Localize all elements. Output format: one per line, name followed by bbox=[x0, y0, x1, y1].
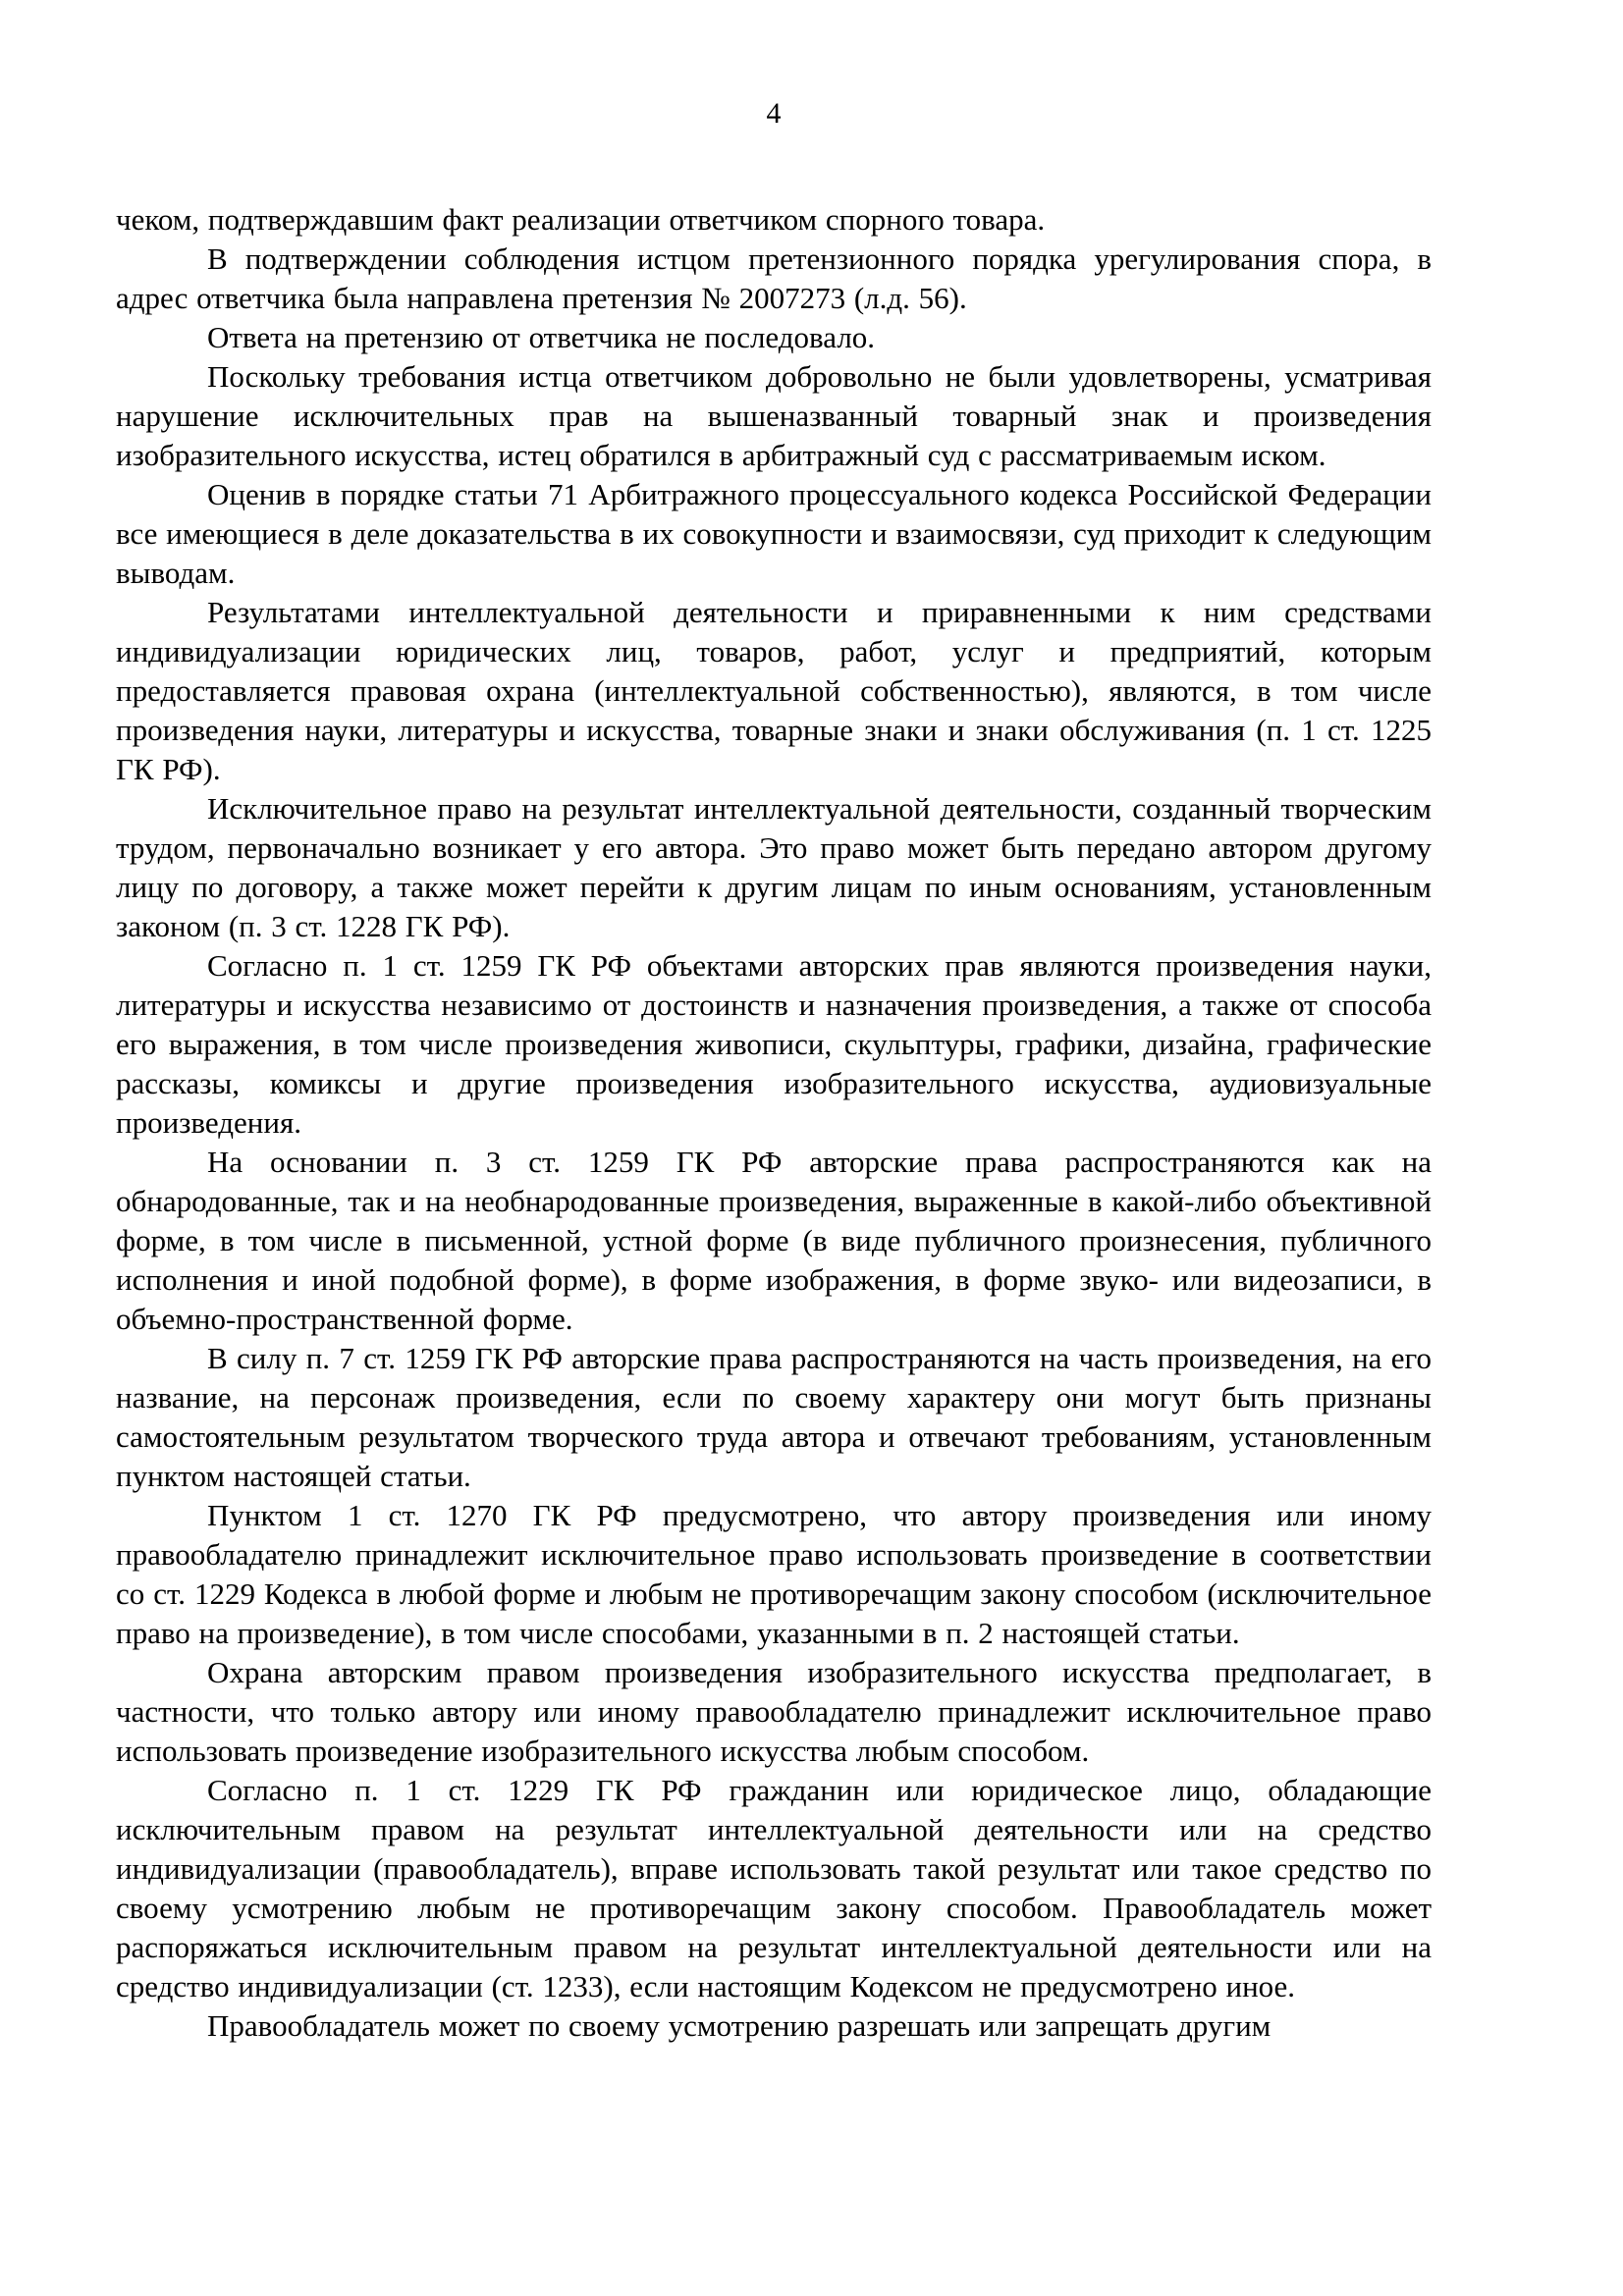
paragraph: Ответа на претензию от ответчика не последовало. bbox=[207, 320, 876, 354]
page-content bbox=[116, 96, 1432, 2046]
paragraph: В подтверждении соблюдения истцом претензионного порядка урегулирования спора, в адрес ответчика была направлена претензия № 2007273 (л.д. 56). bbox=[116, 241, 1432, 315]
paragraph: На основании п. 3 ст. 1259 ГК РФ авторские права распространяются как на обнародованные, так и на необнародованные произведения, выраженные в какой-либо объективной форме, в том числе в письменной, устной форме (в виде публичного произнесения, публичного исполнения и иной подобной форме), в форме изображения, в форме звуко- или видеозаписи, в объемно-пространственной форме. bbox=[116, 1145, 1432, 1336]
paragraph: В силу п. 7 ст. 1259 ГК РФ авторские права распространяются на часть произведения, на его название, на персонаж произведения, если по своему характеру они могут быть признаны самостоятельным результатом творческого труда автора и отвечают требованиям, установленным пунктом настоящей статьи. bbox=[116, 1341, 1432, 1493]
paragraph: Согласно п. 1 ст. 1229 ГК РФ гражданин или юридическое лицо, обладающие исключительным правом на результат интеллектуальной деятельности или на средство индивидуализации (правообладатель), вправе использовать такой результат или такое средство по своему усмотрению любым не противоречащим закону способом. Правообладатель может распоряжаться исключительным правом на результат интеллектуальной деятельности или на средство индивидуализации (ст. 1233), если настоящим Кодексом не предусмотрено иное. bbox=[116, 1773, 1432, 2003]
body-text bbox=[116, 200, 1432, 2046]
paragraph: чеком, подтверждавшим факт реализации ответчиком спорного товара. bbox=[116, 202, 1046, 237]
paragraph: Оценив в порядке статьи 71 Арбитражного процессуального кодекса Российской Федерации все имеющиеся в деле доказательства в их совокупности и взаимосвязи, суд приходит к следующим выводам. bbox=[116, 477, 1432, 590]
paragraph: Правообладатель может по своему усмотрению разрешать или запрещать другим bbox=[207, 2008, 1271, 2043]
paragraph: Пунктом 1 ст. 1270 ГК РФ предусмотрено, что автору произведения или иному правообладателю принадлежит исключительное право использовать произведение в соответствии со ст. 1229 Кодекса в любой форме и любым не противоречащим закону способом (исключительное право на произведение), в том числе способами, указанными в п. 2 настоящей статьи. bbox=[116, 1498, 1432, 1650]
paragraph: Охрана авторским правом произведения изобразительного искусства предполагает, в частности, что только автору или иному правообладателю принадлежит исключительное право использовать произведение изобразительного искусства любым способом. bbox=[116, 1655, 1432, 1768]
paragraph: Поскольку требования истца ответчиком добровольно не были удовлетворены, усматривая нарушение исключительных прав на вышеназванный товарный знак и произведения изобразительного искусства, истец обратился в арбитражный суд с рассматриваемым иском. bbox=[116, 359, 1432, 472]
paragraph: Результатами интеллектуальной деятельности и приравненными к ним средствами индивидуализации юридических лиц, товаров, работ, услуг и предприятий, которым предоставляется правовая охрана (интеллектуальной собственностью), являются, в том числе произведения науки, литературы и искусства, товарные знаки и знаки обслуживания (п. 1 ст. 1225 ГК РФ). bbox=[116, 595, 1432, 786]
paragraph: Согласно п. 1 ст. 1259 ГК РФ объектами авторских прав являются произведения науки, литературы и искусства независимо от достоинств и назначения произведения, а также от способа его выражения, в том числе произведения живописи, скульптуры, графики, дизайна, графические рассказы, комиксы и другие произведения изобразительного искусства, аудиовизуальные произведения. bbox=[116, 948, 1432, 1140]
paragraph: Исключительное право на результат интеллектуальной деятельности, созданный творческим трудом, первоначально возникает у его автора. Это право может быть передано автором другому лицу по договору, а также может перейти к другим лицам по иным основаниям, установленным законом (п. 3 ст. 1228 ГК РФ). bbox=[116, 791, 1432, 943]
page-number: 4 bbox=[766, 97, 782, 130]
